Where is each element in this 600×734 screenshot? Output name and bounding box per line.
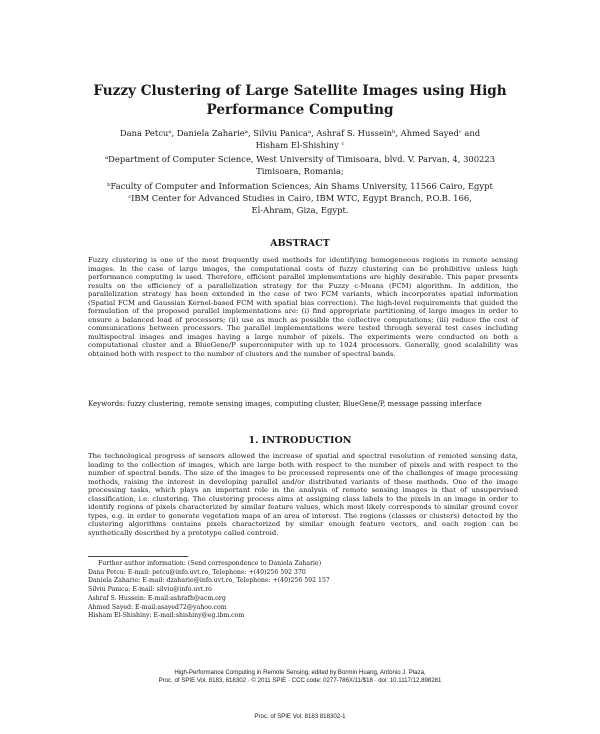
footer-line-2: Proc. of SPIE Vol. 8183, 818302 · © 2011 SPIE · CCC code: 0277-786X/11/$18 · doi: 10.1117/12.898281 — [158, 677, 442, 685]
affiliation-a-line-2: Timisoara, Romania; — [256, 165, 344, 176]
affiliation-c — [30, 193, 570, 216]
footnote-divider — [88, 556, 188, 557]
affiliation-b — [30, 181, 570, 193]
affiliation-a — [30, 154, 570, 177]
keywords: Keywords: fuzzy clustering, remote sensing images, computing cluster, BlueGene/P, message passing interface — [88, 400, 482, 408]
footnote-line: Ashraf S. Hussein: E-mail:ashrafh@acm.org — [88, 594, 226, 602]
abstract-heading: ABSTRACT — [270, 238, 330, 249]
introduction-text: The technological progress of sensors allowed the increase of spatial and spectral resolution of remoted sensing data, leading to the collection of images, which are large both with respect to the number of pixels and with respect to the number of spectral bands. The size of the images to be processed represents one of the challenges of image processing methods, raising the interest in developing parallel and/or distributed variants of these methods. One of the image processing tasks, which plays an important role in the analysis of remote sensing images is that of unsupervised classification, i.e. clustering. The clustering process aims at assigning class labels to the pixels in an image in order to identify regions of pixels characterized by similar feature values, which most likely corresponds to similar ground cover types, e.g. in order to generate vegetation maps of an area of interest. The regions (classes or clusters) detected by the clustering algorithms contains pixels characterized by similar enough feature vectors, and each region can be synthetically described by a prototype called centroid. — [88, 452, 518, 537]
paper-title — [60, 82, 540, 120]
footnote-line: Ahmed Sayed: E-mail:asayed72@yahoo.com — [88, 603, 227, 611]
proceedings-footer — [90, 669, 510, 686]
affiliation-a-line-1: ᵃDepartment of Computer Science, West University of Timisoara, blvd. V. Parvan, 4, 300223 — [104, 154, 496, 164]
author-footnotes — [88, 560, 388, 621]
author-list — [40, 127, 560, 151]
footer-line-1: High-Performance Computing in Remote Sensing, edited by Bormin Huang, Antonio J. Plaza, — [174, 669, 426, 676]
introduction-heading: 1. INTRODUCTION — [248, 435, 352, 446]
authors-line-1: Dana Petcuᵃ, Daniela Zaharieᵃ, Silviu Panicaᵃ, Ashraf S. Husseinᵇ, Ahmed Sayedᶜ and — [119, 128, 481, 138]
footnote-line: Silviu Panica: E-mail: silviu@info.uvt.ro — [88, 586, 212, 594]
footnote-line: Dana Petcu: E-mail: petcu@info.uvt.ro, Telephone: +(40)256 592 370 — [88, 568, 306, 576]
footnote-line: Daniela Zaharie: E-mail: dzaharie@info.uvt.ro, Telephone: +(40)256 592 157 — [88, 577, 330, 585]
footnote-line: Further author information: (Send correspondence to Daniela Zaharie) — [98, 560, 322, 567]
footnote-line: Hisham El-Shishiny: E-mail:shishiny@eg.ibm.com — [88, 612, 245, 620]
authors-line-2: Hisham El-Shishiny ᶜ — [255, 140, 345, 150]
affiliation-b-line: ᵇFaculty of Computer and Information Sciences, Ain Shams University, 11566 Cairo, Egypt — [107, 181, 493, 191]
affiliation-c-line-2: El-Ahram, Giza, Egypt. — [251, 204, 349, 215]
abstract-text: Fuzzy clustering is one of the most frequently used methods for identifying homogeneous regions in remote sensing images. In the case of large images, the computational costs of fuzzy clustering can be prohibitive unless high performance computing is used. Therefore, efficient parallel implementations are highly desirable. This paper presents results on the efficiency of a parallelization strategy for the Fuzzy c-Means (FCM) algorithm. In addition, the parallelization strategy has been extended in the case of two FCM variants, which incorporates spatial information (Spatial FCM and Gaussian Kernel-based FCM with spatial bias correction). The high-level requirements that guided the formulation of the proposed parallel implementations are: (i) find appropriate partitioning of large images in order to ensure a balanced load of processors; (ii) use as much as possible the collective computations; (iii) reduce the cost of communications between processors. The parallel implementations were tested through several test cases including multispectral images and images having a large number of pixels. The experiments were conducted on both a computational cluster and a BlueGene/P supercomputer with up to 1024 processors. Generally, good scalability was obtained both with respect to the number of clusters and the number of spectral bands. — [88, 256, 518, 359]
title-line-1: Fuzzy Clustering of Large Satellite Images using High — [93, 83, 507, 99]
affiliation-c-line-1: ᶜIBM Center for Advanced Studies in Cairo, IBM WTC, Egypt Branch, P.O.B. 166, — [128, 193, 472, 203]
page-number: Proc. of SPIE Vol. 8183 818302-1 — [254, 713, 346, 720]
title-line-2: Performance Computing — [206, 102, 394, 118]
